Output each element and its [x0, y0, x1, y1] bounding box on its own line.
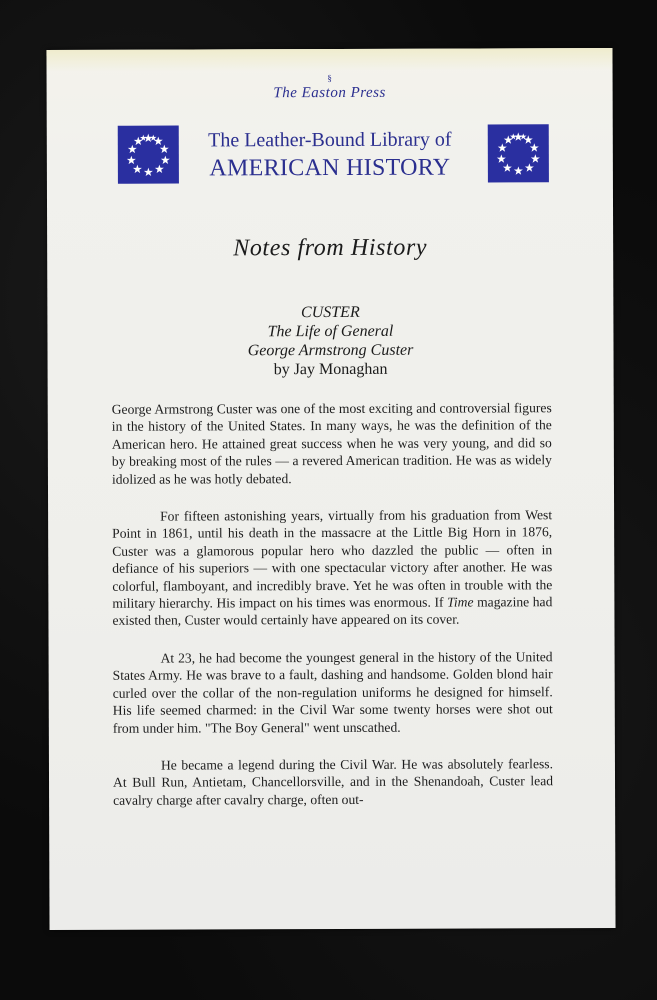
- series-title-line-2: AMERICAN HISTORY: [209, 154, 451, 182]
- paragraph-2: [112, 506, 552, 629]
- paragraph-2-part-1: For fifteen astonishing years, virtually from his graduation from West Point in 1861, until his death in the massacre at the Little Big Horn in 1876, Custer was a glamorous popular hero who dazzled the public — often in defiance of his superiors — with one spectacular victory after another. He was colorful, flamboyant, and incredibly brave. Yet he was often in trouble with the military hierarchy. His impact on his times was enormous. If: [112, 507, 553, 611]
- paragraph-3: At 23, he had become the youngest general in the history of the United States Army. He was brave to a fault, dashing and handsome. Golden blond hair curled over the collar of the non-regulation uniforms he designed for himself. His life seemed charmed: in the Civil War some twenty horses were shot out from under him. "The Boy General" went unscathed.: [112, 649, 553, 736]
- publisher-name: The Easton Press: [273, 84, 386, 102]
- paragraph-2-part-2: magazine had existed then, Custer would certainly have appeared on its cover.: [112, 594, 553, 629]
- article-body: [112, 399, 553, 829]
- paragraph-4: He became a legend during the Civil War. He was absolutely fearless. At Bull Run, Antietam, Chancellorsville, and in the Shenandoah, Custer lead cavalry charge after cavalry charge, often out-: [112, 756, 554, 808]
- book-subtitle-2: George Armstrong Custer: [247, 341, 414, 360]
- paragraph-2-italic: Time: [447, 594, 474, 610]
- star-circle-icon: [488, 124, 549, 182]
- book-author: by Jay Monaghan: [273, 360, 388, 379]
- book-info: [47, 302, 613, 380]
- publisher-mark: §: [327, 72, 332, 84]
- series-title-line-1: The Leather-Bound Library of: [208, 128, 452, 152]
- book-subtitle-1: The Life of General: [267, 322, 394, 341]
- notes-sheet: [46, 48, 615, 930]
- notes-title: Notes from History: [233, 234, 428, 262]
- paragraph-1: George Armstrong Custer was one of the most exciting and controversial figures in the history of the United States. In many ways, he was the definition of the American hero. He attained great success when he was very young, and did so by breaking most of the rules — a revered American tradition. He was as widely idolized as he was hotly debated.: [111, 400, 552, 487]
- book-title: CUSTER: [301, 303, 360, 322]
- star-circle-flag-icon: [488, 124, 549, 182]
